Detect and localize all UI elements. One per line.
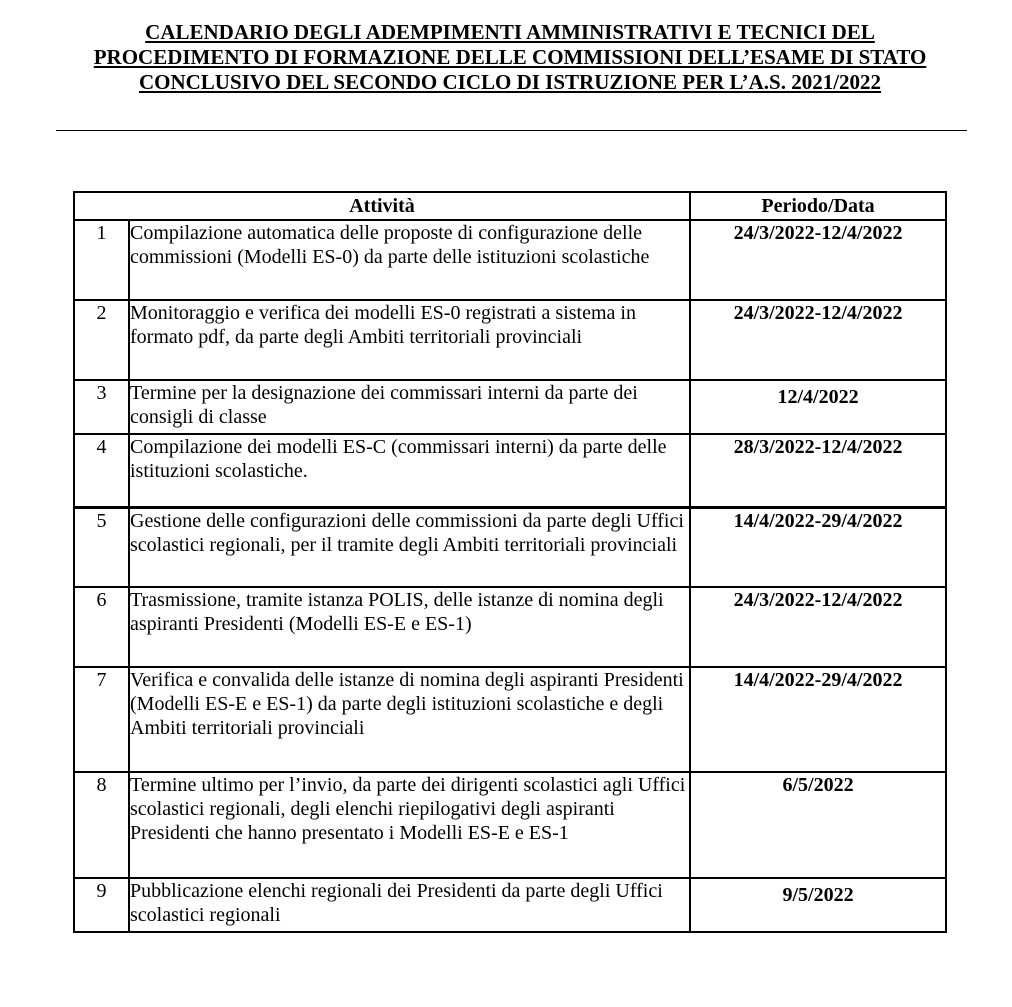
table-row <box>74 380 946 434</box>
row-number: 4 <box>74 434 129 507</box>
row-activity: Monitoraggio e verifica dei modelli ES-0 registrati a sistema in formato pdf, da parte degli Ambiti territoriali provinciali <box>129 300 690 380</box>
row-number: 6 <box>74 587 129 667</box>
horizontal-divider <box>56 130 967 131</box>
row-number: 1 <box>74 220 129 300</box>
table-row <box>74 667 946 772</box>
row-period: 14/4/2022-29/4/2022 <box>690 507 946 587</box>
row-activity: Trasmissione, tramite istanza POLIS, delle istanze di nomina degli aspiranti Presidenti (Modelli ES-E e ES-1) <box>129 587 690 667</box>
document-title <box>40 20 980 95</box>
row-activity: Pubblicazione elenchi regionali dei Presidenti da parte degli Uffici scolastici regionali <box>129 878 690 932</box>
row-period: 24/3/2022-12/4/2022 <box>690 587 946 667</box>
row-period: 12/4/2022 <box>690 380 946 434</box>
title-line-1: CALENDARIO DEGLI ADEMPIMENTI AMMINISTRATIVI E TECNICI DEL <box>145 20 875 44</box>
row-number: 7 <box>74 667 129 772</box>
row-activity: Compilazione dei modelli ES-C (commissari interni) da parte delle istituzioni scolastiche. <box>129 434 690 507</box>
calendar-table <box>73 191 947 933</box>
row-activity: Termine ultimo per l’invio, da parte dei dirigenti scolastici agli Uffici scolastici regionali, degli elenchi riepilogativi degli aspiranti Presidenti che hanno presentato i Modelli ES-E e ES-1 <box>129 772 690 878</box>
row-period: 14/4/2022-29/4/2022 <box>690 667 946 772</box>
row-period: 6/5/2022 <box>690 772 946 878</box>
row-number: 9 <box>74 878 129 932</box>
table-row <box>74 878 946 932</box>
table-header-row <box>74 192 946 220</box>
header-period: Periodo/Data <box>690 192 946 220</box>
row-activity: Gestione delle configurazioni delle commissioni da parte degli Uffici scolastici regionali, per il tramite degli Ambiti territoriali provinciali <box>129 507 690 587</box>
table-row <box>74 434 946 507</box>
row-activity: Verifica e convalida delle istanze di nomina degli aspiranti Presidenti (Modelli ES-E e ES-1) da parte degli istituzioni scolastiche e degli Ambiti territoriali provinciali <box>129 667 690 772</box>
table-row <box>74 772 946 878</box>
title-line-2: PROCEDIMENTO DI FORMAZIONE DELLE COMMISSIONI DELL’ESAME DI STATO <box>93 45 927 69</box>
row-number: 3 <box>74 380 129 434</box>
table-row <box>74 587 946 667</box>
row-period: 9/5/2022 <box>690 878 946 932</box>
row-period: 24/3/2022-12/4/2022 <box>690 300 946 380</box>
row-number: 8 <box>74 772 129 878</box>
header-activity: Attività <box>74 192 690 220</box>
row-activity: Compilazione automatica delle proposte di configurazione delle commissioni (Modelli ES-0) da parte delle istituzioni scolastiche <box>129 220 690 300</box>
table-row <box>74 220 946 300</box>
row-activity: Termine per la designazione dei commissari interni da parte dei consigli di classe <box>129 380 690 434</box>
row-period: 28/3/2022-12/4/2022 <box>690 434 946 507</box>
title-line-3: CONCLUSIVO DEL SECONDO CICLO DI ISTRUZIONE PER L’A.S. 2021/2022 <box>138 70 882 94</box>
row-number: 5 <box>74 507 129 587</box>
row-period: 24/3/2022-12/4/2022 <box>690 220 946 300</box>
table-row <box>74 507 946 587</box>
table-row <box>74 300 946 380</box>
row-number: 2 <box>74 300 129 380</box>
